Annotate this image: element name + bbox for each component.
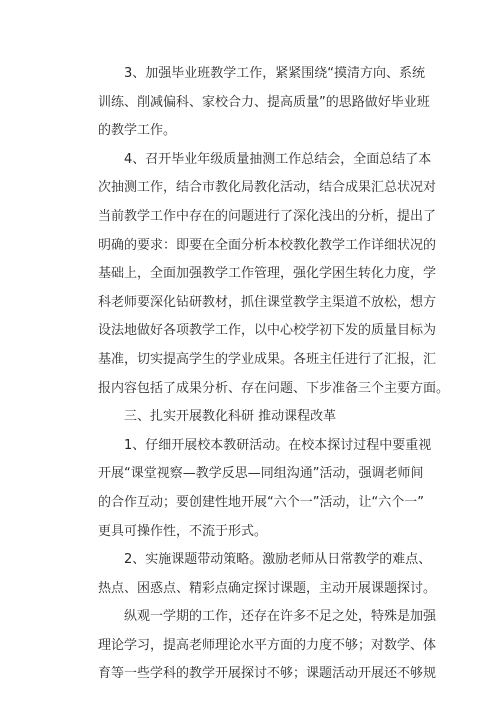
text-line: 纵观一学期的工作，还存在许多不足之处，特殊是加强 [124, 609, 437, 625]
text-line: 3、加强毕业班教学工作，紧紧围绕“摸清方向、系统 [124, 66, 426, 81]
text-line: 设法地做好各项教学工作，以中心校学初下发的质量目标为 [98, 323, 437, 339]
text-line: 2、实施课题带动策略。激励老师从日常教学的难点、 [124, 552, 432, 568]
text-line: 训练、削减偏科、家校合力、提高质量”的思路做好毕业班 [98, 94, 430, 110]
text-line: 基准，切实提高学生的学业成果。各班主任进行了汇报，汇 [98, 351, 437, 367]
text-line: 4、召开毕业年级质量抽测工作总结会，全面总结了本 [124, 151, 432, 167]
text-line: 报内容包括了成果分析、存在问题、下步准备三个主要方面。 [98, 380, 450, 396]
text-line: 当前教学工作中存在的问题进行了深化浅出的分析，提出了 [98, 208, 437, 224]
text-line: 热点、困惑点、精彩点确定探讨课题，主动开展课题探讨。 [98, 580, 437, 596]
text-line: 基础上，全面加强教学工作管理，强化学困生转化力度，学 [98, 266, 437, 282]
text-line: 1、仔细开展校本教研活动。在校本探讨过程中要重视 [124, 437, 432, 453]
text-line: 理论学习，提高老师理论水平方面的力度不够；对数学、体 [98, 637, 437, 653]
section-heading: 三、扎实开展教化科研 推动课程改革 [124, 409, 337, 425]
text-line: 的教学工作。 [98, 123, 177, 139]
text-line: 育等一些学科的教学开展探讨不够；课题活动开展还不够规 [98, 666, 437, 682]
text-line: 的合作互动；要创建性地开展“六个一”活动，让“六个一” [98, 494, 424, 510]
text-line: 更具可操作性，不流于形式。 [98, 523, 268, 539]
text-line: 开展“课堂视察—教学反思—同组沟通”活动，强调老师间 [98, 466, 424, 482]
text-line: 明确的要求：即要在全面分析本校教化教学工作详细状况的 [98, 237, 437, 253]
text-line: 次抽测工作，结合市教化局教化活动，结合成果汇总状况对 [98, 180, 437, 196]
text-line: 科老师要深化钻研教材，抓住课堂教学主渠道不放松，想方 [98, 294, 437, 310]
document-body [98, 60, 450, 689]
